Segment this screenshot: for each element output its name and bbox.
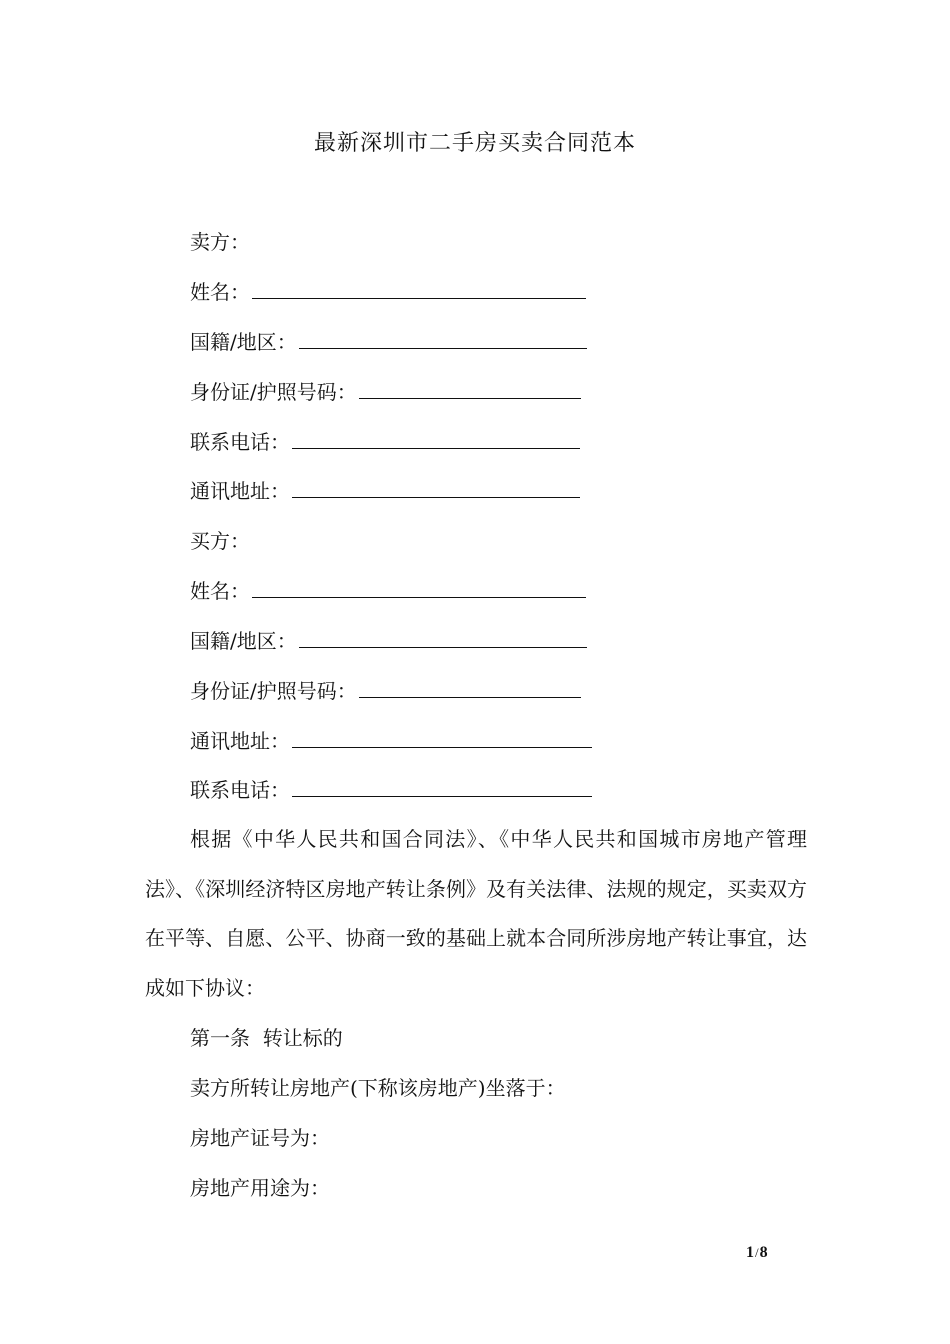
buyer-nationality-row	[190, 627, 587, 655]
page-number	[746, 1244, 768, 1262]
buyer-nationality-label: 国籍/地区：	[190, 629, 297, 653]
article1-cert-no: 房地产证号为：	[190, 1126, 330, 1150]
buyer-name-blank[interactable]	[252, 577, 586, 598]
seller-heading: 卖方：	[190, 230, 250, 254]
buyer-id-row	[190, 677, 581, 705]
seller-address-row	[190, 477, 580, 505]
page-total: 8	[759, 1244, 768, 1261]
seller-phone-blank[interactable]	[292, 428, 580, 449]
buyer-name-label: 姓名：	[190, 579, 250, 603]
seller-address-label: 通讯地址：	[190, 479, 290, 503]
article1-heading: 第一条 转让标的	[190, 1026, 343, 1050]
seller-nationality-label: 国籍/地区：	[190, 330, 297, 354]
seller-id-label: 身份证/护照号码：	[190, 380, 357, 404]
buyer-phone-label: 联系电话：	[190, 778, 290, 802]
seller-id-blank[interactable]	[359, 378, 581, 399]
page-separator: /	[755, 1245, 759, 1260]
seller-phone-label: 联系电话：	[190, 430, 290, 454]
seller-name-label: 姓名：	[190, 280, 250, 304]
buyer-nationality-blank[interactable]	[299, 627, 587, 648]
buyer-address-label: 通讯地址：	[190, 729, 290, 753]
buyer-id-blank[interactable]	[359, 677, 581, 698]
article1-usage: 房地产用途为：	[190, 1176, 330, 1200]
page-current: 1	[746, 1244, 754, 1261]
article1-location: 卖方所转让房地产(下称该房地产)坐落于：	[190, 1076, 566, 1100]
buyer-name-row	[190, 577, 586, 605]
seller-nationality-row	[190, 328, 587, 356]
seller-address-blank[interactable]	[292, 477, 580, 498]
seller-nationality-blank[interactable]	[299, 328, 587, 349]
buyer-phone-row	[190, 776, 592, 804]
buyer-heading: 买方：	[190, 529, 250, 553]
document-title: 最新深圳市二手房买卖合同范本	[313, 131, 636, 156]
seller-name-blank[interactable]	[252, 278, 586, 299]
buyer-address-row	[190, 727, 592, 755]
seller-id-row	[190, 378, 581, 406]
seller-name-row	[190, 278, 586, 306]
buyer-phone-blank[interactable]	[292, 776, 592, 797]
seller-phone-row	[190, 428, 580, 456]
buyer-id-label: 身份证/护照号码：	[190, 679, 357, 703]
buyer-address-blank[interactable]	[292, 727, 592, 748]
intro-paragraph: 根据《中华人民共和国合同法》、《中华人民共和国城市房地产管理法》、《深圳经济特区房地产转让条例》及有关法律、法规的规定，买卖双方在平等、自愿、公平、协商一致的基础上就本合同所涉房地产转让事宜，达成如下协议：	[145, 827, 807, 1001]
